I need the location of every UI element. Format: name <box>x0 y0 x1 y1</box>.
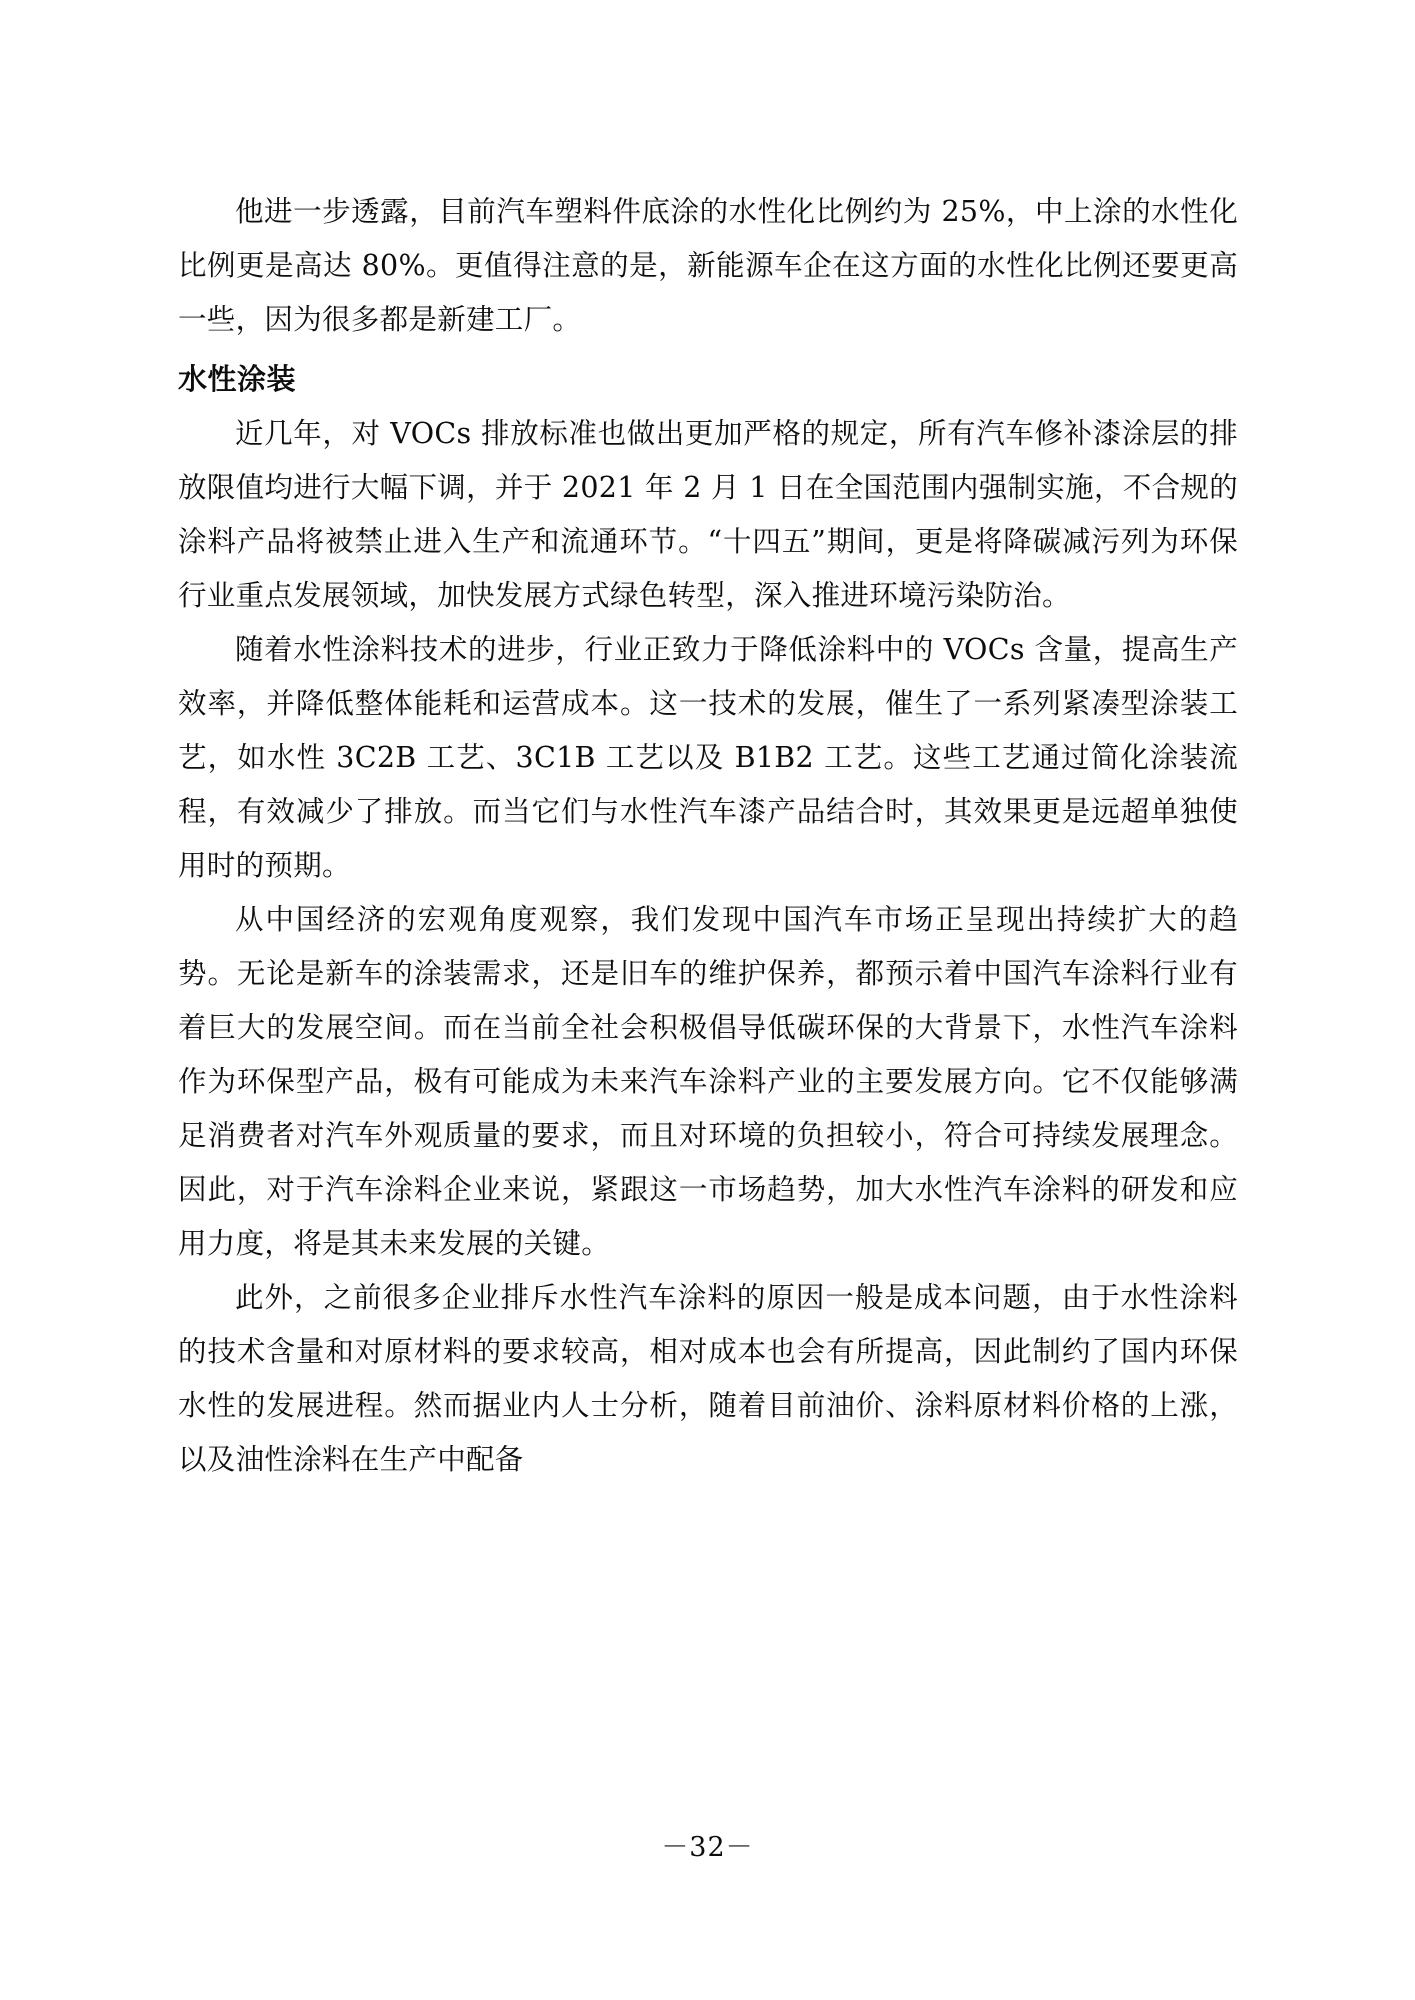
paragraph-cost-issue: 此外，之前很多企业排斥水性汽车涂料的原因一般是成本问题，由于水性涂料的技术含量和对原材料的要求较高，相对成本也会有所提高，因此制约了国内环保水性的发展进程。然而据业内人士分析，随着目前油价、涂料原材料价格的上涨，以及油性涂料在生产中配备 <box>178 1281 1238 1476</box>
paragraph-intro: 他进一步透露，目前汽车塑料件底涂的水性化比例约为 25%，中上涂的水性化比例更是高达 80%。更值得注意的是，新能源车企在这方面的水性化比例还要更高一些，因为很多都是新建工厂。 <box>178 195 1238 336</box>
page-number: －32－ <box>661 1832 754 1863</box>
paragraph-macro-economy: 从中国经济的宏观角度观察，我们发现中国汽车市场正呈现出持续扩大的趋势。无论是新车的涂装需求，还是旧车的维护保养，都预示着中国汽车涂料行业有着巨大的发展空间。而在当前全社会积极倡导低碳环保的大背景下，水性汽车涂料作为环保型产品，极有可能成为未来汽车涂料产业的主要发展方向。它不仅能够满足消费者对汽车外观质量的要求，而且对环境的负担较小，符合可持续发展理念。因此，对于汽车涂料企业来说，紧跟这一市场趋势，加大水性汽车涂料的研发和应用力度，将是其未来发展的关键。 <box>178 903 1238 1260</box>
paragraph-vocs-standards: 近几年，对 VOCs 排放标准也做出更加严格的规定，所有汽车修补漆涂层的排放限值均进行大幅下调，并于 2021 年 2 月 1 日在全国范围内强制实施，不合规的涂料产品将被禁止进入生产和流通环节。“十四五”期间，更是将降碳减污列为环保行业重点发展领域，加快发展方式绿色转型，深入推进环境污染防治。 <box>178 417 1238 612</box>
section-heading-waterborne-coating: 水性涂装 <box>178 362 297 396</box>
document-body <box>178 185 1238 1487</box>
paragraph-technology-progress: 随着水性涂料技术的进步，行业正致力于降低涂料中的 VOCs 含量，提高生产效率，并降低整体能耗和运营成本。这一技术的发展，催生了一系列紧凑型涂装工艺，如水性 3C2B 工艺、3C1B 工艺以及 B1B2 工艺。这些工艺通过简化涂装流程，有效减少了排放。而当它们与水性汽车漆产品结合时，其效果更是远超单独使用时的预期。 <box>178 633 1238 882</box>
